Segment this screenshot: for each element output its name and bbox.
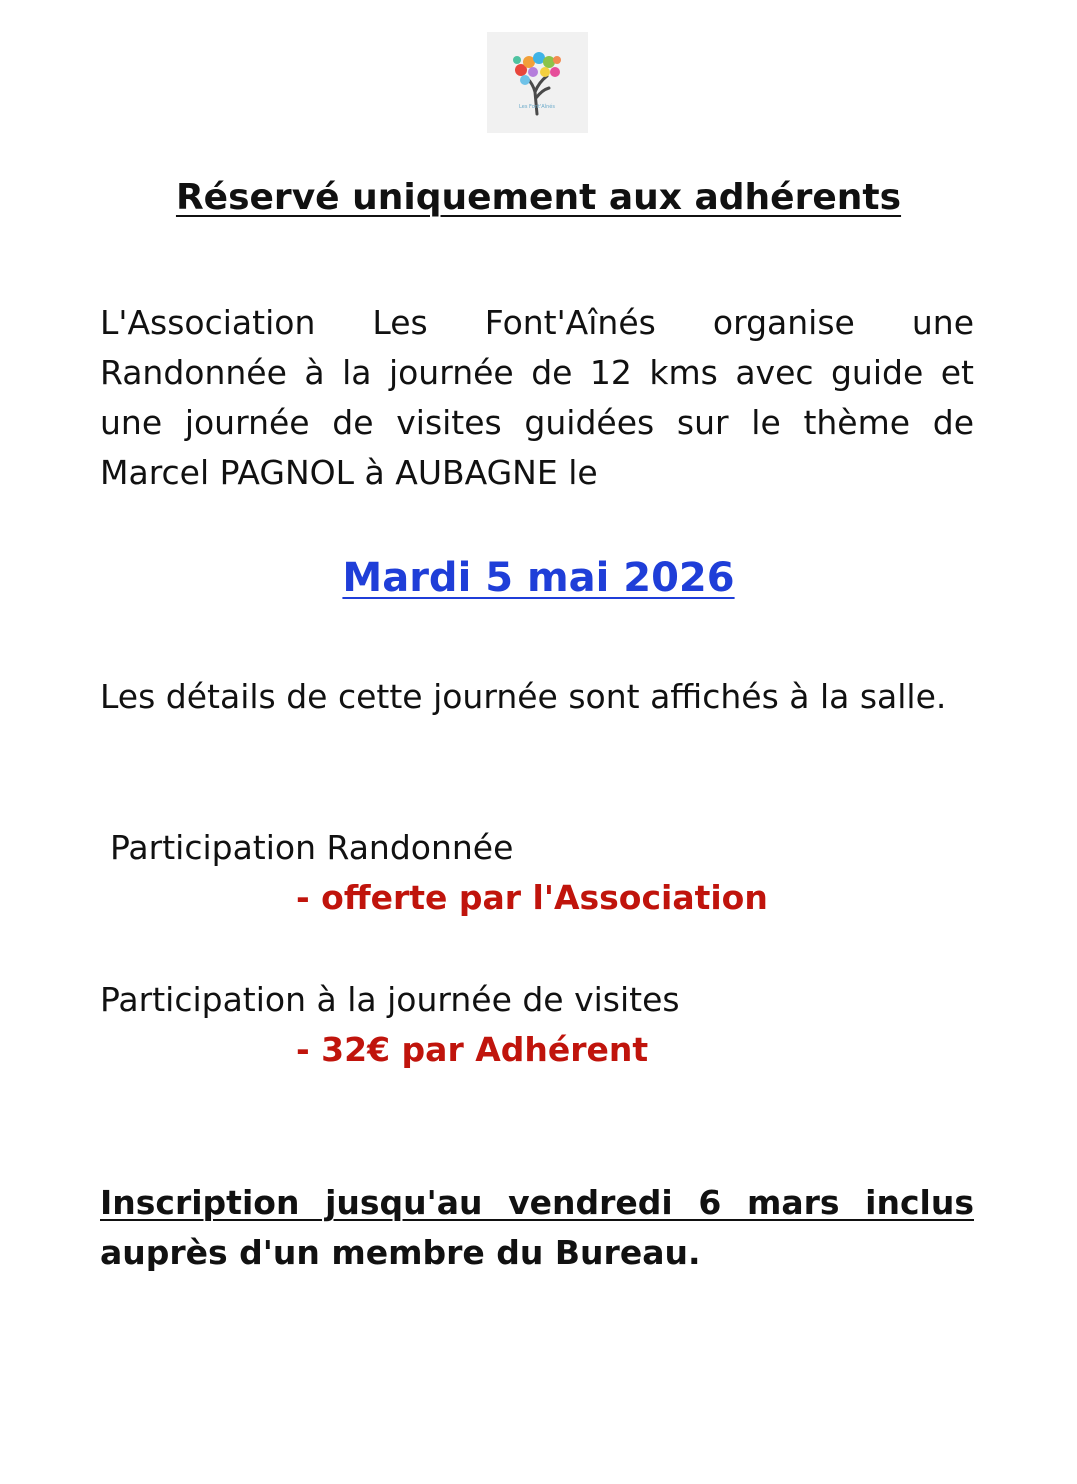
participation-visits-value: - 32€ par Adhérent xyxy=(296,1030,649,1069)
tree-of-hands-logo-icon xyxy=(487,32,588,133)
participation-visits-label: Participation à la journée de visites xyxy=(100,980,680,1019)
registration-deadline: Inscription jusqu'au vendredi 6 mars inclus xyxy=(100,1183,974,1222)
registration-contact: auprès d'un membre du Bureau. xyxy=(100,1233,701,1272)
association-logo xyxy=(487,32,588,133)
logo-caption: Les Font'Aînés xyxy=(519,104,555,110)
intro-paragraph: L'Association Les Font'Aînés organise une Randonnée à la journée de 12 kms avec guide et une journée de visites guidées sur le thème de Marcel PAGNOL à AUBAGNE le xyxy=(100,303,974,492)
page-title: Réservé uniquement aux adhérents xyxy=(175,177,902,218)
participation-hike-value: - offerte par l'Association xyxy=(296,878,768,917)
participation-hike-label: Participation Randonnée xyxy=(110,828,514,867)
event-date: Mardi 5 mai 2026 xyxy=(342,555,735,601)
registration-notice xyxy=(100,1178,974,1278)
details-paragraph: Les détails de cette journée sont affichés à la salle. xyxy=(100,677,947,716)
